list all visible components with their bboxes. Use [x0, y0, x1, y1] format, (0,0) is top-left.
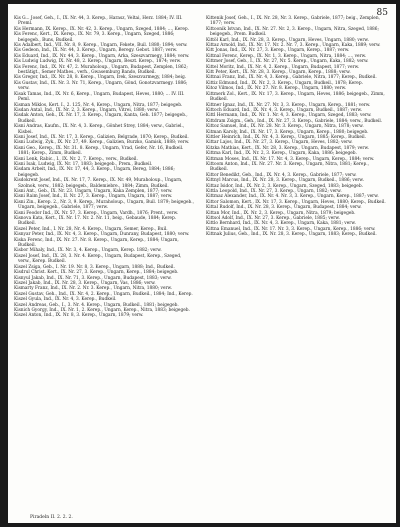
directory-entry: Kittler Heinrich, Ind., IX. Nr. 4, 3. Kerep., Ungarn, 1885; Kerep., Budkeil. [206, 134, 367, 140]
directory-entry: Kisnich Gyorgy, Ind., IX. Nr. 1, 2. Kerep., Ungarn, Kerep., Nitra, 1883; beigegeb. [14, 307, 190, 313]
directory-entry: Kisnova Kata, Kert., IX. Nr. 17. Nr. 2. Nr. 11, beig., Gebaude, 1884; Kerep. Budkeil. [14, 216, 177, 227]
directory-entry: Kittmaz Alexander, Ind., IX. Nr. 4. Nr. 3, 3. Kerep., Ungarn, Kerep., 1887; verw. [206, 194, 379, 200]
directory-entry: Kis Gedeon, Ind., IX. Nr. 44, 3. Kerep., Ungarn, Beregy. Gebot. 1887; verw. [14, 48, 178, 54]
directory-entry: Kittmerk Zol., Kert., IX. Nr. 17, 3. Kerep., Ungarn, Heves, 1886; beigegeb., Zimm, Budkeil. [206, 91, 385, 103]
directory-entry: Kisak Tamas, Ind., IX. Nr. 6, Kerep., Ungarn, Budapest, Heves, 1880; ... IV. III. Peml. [14, 91, 185, 103]
directory-entry: Kisdak Anton, Geh., IX. Nr. 17, 3. Kerep., Ungarn, Kanta, Geh. 1877; beigegeb., Budkeil. [14, 113, 188, 124]
directory-entry: Kisni Ludwig, Zyk., IX. Nr. 27, 49. Kerep., Galizien, Burzko, Gamisk, 1888; verw. [14, 140, 190, 146]
directory-entry: Kis Ferenc, Ind., IX. Nr. 47, 2. Muraholoup., Ungarn, Budapest, Zemplen, 1862; bestätigt., Semer Mathes., verh., Gwasemburg Bando, Budkeil. [14, 64, 188, 76]
directory-entry: Kisni Andras, Kaufm., IX. Nr. 4, 3. Kerep., Gönhet Strey, 1884; verw., Gabriel., Kisbei. [14, 124, 185, 135]
directory-entry: Kittaz Isidor, Ind., IX. Nr. 2, 3. Kerep., Ungarn, Szeged, 1883; beigegeb. [206, 183, 363, 189]
document-page [8, 4, 396, 523]
directory-entry: Kitoz Vilmos, Ind., IX. Nr. 27. Nr. 8. Kerep., Ungarn, 1880; verw. [206, 86, 347, 92]
directory-entry: Kiszel Andreas, Geb., I., 3. Nr. 4. Kerep., Ungarn, Budkeil., 1881; beigegeb. [14, 302, 179, 308]
directory-entry: Kittma Karl, Ind., IX. Nr. 2, 3. Kerep., Ungarn, Kaka, 1886; beigegeb. [206, 151, 357, 157]
page-footer: Piradeln II. 2. 2. 2. [30, 515, 73, 520]
directory-entry: Kittl Hermann, Ind., IX. Nr. 1. Nr. 4, 3. Kerep., Ungarn, Szeged, 1883; verw. [206, 113, 372, 119]
directory-entry: Kittor Benedikt, Geb., Ind., IX. Nr. 4, 3. Kerep., Gabriele, 1877; verw. [206, 172, 357, 178]
directory-entry: Kisni Lenk, Rabic., I., IX. Nr. 2, 7. Kerep., verw., Budkeil. [14, 156, 138, 162]
directory-entry: Kittnai Franz, Ind., IX. Nr. 4, 3. Kerep., Gabriele, Nitra, 1877; Kerep., Budkeil. [206, 75, 377, 81]
directory-entry: Kitzka Mathias, Kert., IX. Nr. 28, 3. Kerep., Ungarn, Budapest, 1879; verw. [206, 145, 370, 151]
directory-entry: Kitman Karoly, Ind., IX. Nr. 17, 3. Kerep., Ungarn, Kerep., 1880; beigegeb. [206, 129, 369, 135]
directory-entry: Kis Ludwig Ludwig, IX. Nr. 48, 2. Kerep., Ungarn, Beszt. Kerep., 1874; verw. [14, 59, 182, 65]
directory-entry: Kiska Ferenc, Ind., IX. Nr. 27. Nr. 8. Kerep., Ungarn, Kerep., 1884; Ungarn, Budkeil. [14, 237, 179, 249]
directory-entry: Kittna Emanuel, Ind., IX. Nr. 17. Nr. 3, 3. Kerep., Ungarn, Kerep., 1886; verw. [206, 226, 376, 232]
directory-entry: Kiszel Jakab, Ind., IX. Nr. 28, 3. Kerep., Ungarn, Vas, 1886; verw. [14, 280, 156, 286]
directory-entry: Kittnal Ferenc, Kerep., IX. Nr. 1, 3. Kerep., Ungarn, Nitra, 1884; ..., verw. [206, 53, 367, 59]
directory-entry: Kisni Josef, Ind., IX. Nr. 17, 3. Kerep., Galizien, Belgrade, 1870; Kerep., Budkeil. [14, 134, 189, 140]
directory-entry: Kittner Ignaz, Ind., IX. Nr. 27. Nr. 3, 3. Kerep., Ungarn, Kerep., 1881; verw. [206, 102, 371, 108]
page-number: 85 [376, 8, 388, 18]
directory-entry: Kis G... Josef, Geh., I., IX. Nr. 44, 3. Kerep., Harasz, Veltai, Herz. 1884; IV. III. Preml. [14, 16, 183, 27]
directory-entry: Kittar Lajos, Ind., IX. Nr. 27, 3. Kerep., Ungarn, Heves, 1882; verw. [206, 140, 353, 146]
directory-entry: Kisni Feodor Ind., IX. Nr. 57, 3. Kerep., Ungarn, Vardh., 1876; Prent., verw. [14, 210, 179, 216]
directory-entry: Kittsol Adolf, Ind., IX. Nr. 27, 3. Kerep., Gabriele, 1885; verw. [206, 216, 340, 222]
directory-entry: Kittiz Edmund, Ind., IX. Nr. 2, 3. Kerep., Ungarn, Budkeil., 1878; Kerep. [206, 80, 363, 86]
directory-entry: Kittla Leopold, Ind., IX. Nr. 27, 3. Kerep., Ungarn, 1882; verw. [206, 189, 342, 194]
directory-entry: Kittnak Julius, Geb., Ind., IX. Nr. 28, 3. Kerep., Ungarn, 1883; Kerep., Budkeil. [206, 232, 377, 238]
directory-entry: Kiszel Gyula, Ind., IX. Nr. 4, 3. Kerep., Budkeil. [14, 297, 117, 303]
directory-entry: Kis Adalbert, Ind., VII. Nr. 8, 9. Kerep., Ungarn, Fekete, Buil. 1880; 1894; verw. [14, 43, 188, 49]
directory-entry: Kittoz Samuel, Ind., IX. Nr. 28. Nr. 3. Kerep., Ungarn, Nitra, 1878; verw. [206, 124, 364, 130]
directory-entry: Kisdan Antal, Ind., IX. Nr. 2, 3. Kerep., Ungarn, Vitrei, 1880; verw. [14, 107, 159, 113]
directory-entry: Kittnyl Marcus, Ind., IX. Nr. 28, 3. Kerep., Ungarn, Budkeil., 1886; verw. [206, 178, 364, 184]
directory-entry: Kisdokrent Josef, Ind., IX. Nr. 17, 7. Kerep., IX. Nr. 49, Muraholoup., Ungarn, Szolnok, verw., 1882; beigegeb., Baldemiebre., 1884; Zimm, Budkeil. [14, 178, 183, 189]
directory-entry: Kisman Miklos, Kert. I., 2. 125, Nr. 4, Kerep., Ungarn, Nitra, 1877; beigegeb. [14, 102, 183, 108]
right-column [206, 16, 386, 238]
directory-entry: Kitt Peter, Kert., IX. Nr. 28, 3. Kerep., Ungarn, Kerep., 1888; verw. [206, 70, 351, 76]
directory-entry: Kittmer Josef, Geb., I., IX. Nr. 27, Nr. 5. Kerep., Ungarn, Kaka, 1882; verw. [206, 59, 369, 65]
directory-entry: Kittal Rudolf, Ind., IX. Nr. 28, 3. Kerep., Ungarn, Budapest, 1884; verw. [206, 205, 362, 211]
directory-entry: Kittenik Josef, Geh., I., IX. Nr. 28, Nr. 3. Kerep., Gabriele, 1877; beig., Zemplen, 1877; verw. [206, 16, 380, 27]
directory-entry: Kis Ferenc, Kert., IX. Kerep., IX. Nr. 79, 3. Kerep., Ungarn, Szeged, 1886; beigegeb., Buns, Budkeil. [14, 32, 175, 43]
directory-entry: Kitt Jonas, Ind., IX. Nr. 27, 3. Kerep., Ungarn, Kerep., 1887; verw. [206, 48, 350, 54]
directory-entry: Kittan Mor, Ind., IX. Nr. 2, 3. Kerep., Ungarn, Nitra, 1879; beigegeb. [206, 210, 356, 216]
directory-entry: Kisni Geo., Kerep., IX. Nr. 31. 8. Kerep., Ungarn, Vrad, Gefer, Nr. 16, Budkeil. 1881; Kerep., Zimm, Budkeil. [14, 145, 184, 157]
directory-entry: Kisbor Mihaly, Ind., IX. Nr. 3, 4. Kerep., Ungarn, Kerep. 1882; verw. [14, 248, 162, 254]
directory-entry: Kittoom Anton, Ind., IX. Nr. 27. Nr. 3. Kerep., Ungarn, Nitra, 1881; Kerep., Budkeil. [206, 161, 369, 173]
directory-entry: Kis Gregor, Ind., IX. Nr. 28, 8. Kerep., Ungarn, Irek, Szeszvarmegy, 1884; beig. [14, 75, 187, 81]
directory-entry: Kittor Salomon, Kert., IX. Nr. 17, 3. Kerep., Ungarn, Heves, 1880; Kerep., Budkeil. [206, 199, 386, 205]
directory-entry: Kisnyar Peter, Ind., IX. Nr. 4, 3. Kerep., Ungarn, Dunrany, Budapest, 1880; verw. [14, 232, 190, 238]
directory-entry: Kismarty Franz, Ind., IX. Nr. 2. Nr. 3. Kerep., Ungarn, Nitra, 1880; verw. [14, 286, 173, 292]
directory-entry: Kittel Moritz, Ind., IX. Nr. 4, 2. Kerep., Ungarn, Budapest, 1877; verw. [206, 64, 360, 70]
directory-entry: Kittoonik Istvan, Ind., IX. Nr. 27. Nr. 2, 3. Kerep., Ungarn, Nitra, Szeged, 1886; beigegeb., Prem. Budkeil. [206, 26, 379, 38]
directory-entry: Kittöl Karl, Ind., IX. Nr. 28, 3. Kerep., Ungarn, Heves, Ungarn, 1880; verw. [206, 37, 369, 43]
directory-entry: Kittdram Zsigm., Geh., Ind., IX. Nr. 27, 3. Kerep., Gabriele, 1884; verw., Budkeil. [206, 118, 383, 124]
directory-entry: Kis Gustav, Ind., IX. Nr. 3. Nr. 71, Kerep., Ungarn, Gönd, Gonotzvarmegy. 1886; verw. [14, 80, 188, 92]
directory-entry: Kisni Ant., Geb., IX. Nr. 23. Ungarn, Ungarn, Kaka Zemplen, 1877; verw. [14, 189, 173, 194]
directory-entry: Kisnyul Jakab, Ind., IX. Nr. 71, 3. Kerep., Ungarn, Budapest, 1883; verw. [14, 275, 172, 281]
directory-entry: Kiszel Josef, Ind., IX. 28, 3. Nr. 4. Kerep., Ungarn, Budapest, Kerep., Szeged, verw., Kerep. Budkeil. [14, 253, 182, 265]
directory-entry: Kiszel Anton, Ind., IX. Nr. 8, 3. Kerep., Ungarn, 1879; verw. [14, 313, 144, 319]
directory-entry: Kis Hermann, IX. Kerep., IX. Nr. 42, 3. Kerep., Ungarn, Szeged, 1884; ..., Kerep. [14, 26, 189, 32]
directory-entry: Kisdrul Christ. Kert., IX. Nr. 27, 3. Kerep., Ungarn, Kerep., 1884; beigegeb. [14, 270, 179, 276]
directory-entry: Kisdam Arbeit, Ind., IX. Nr. 17, 44, 3. Kerep., Ungarn, Bereg, 1884; 1886; beigegeb. [14, 167, 175, 178]
directory-entry: Kittaz Arnold, Ind., IX. Nr. 17. Nr. 2. Nr. 7, 3. Kerep., Ungarn, Kaka, 1889; verw. [206, 43, 381, 49]
directory-entry: Kittman Moses, Ind., IX. Nr. 17. Nr. 4, 3. Kerep., Ungarn, Kerep., 1884; verw. [206, 156, 375, 162]
directory-entry: Kisni Isak, Ludwig, IX. Nr. 17, 1883; beigegeb., Prem., Budkeil. [14, 161, 153, 167]
directory-entry: Kittoch Eduard, Ind., IX. Nr. 4, 3. Kerep., Ungarn, Budkeil., 1887; verw. [206, 107, 363, 113]
directory-entry: Kiszel Peter, Ind., I. Nr. 28, Nr. 4. Kerep., Ungarn, Semer, Kerep., Buil. [14, 226, 168, 232]
directory-entry: Kittlo Bernhard, Ind., IX. Nr. 4, 3. Kerep., Ungarn, Kaka, 1881; verw. [206, 221, 356, 227]
directory-entry: Kiszel Gustav, Geh., Ind., IX. Nr. 4, 2. Kerep., Ungarn, Budkeil., 1884; Ind., Kerep. [14, 291, 193, 297]
left-column [14, 16, 194, 319]
directory-entry: Kisni Raim Josef, Ind., II. Nr. 27, 3. Kerep., Ungarn, Ungarn, 1887; verw. [14, 194, 173, 200]
directory-entry: Kiszel Zsiga, Geb., I. Nr. 19. Nr. 8, 3. Kerep., Ungarn, 1888; Ind., Budkeil. [14, 264, 175, 270]
directory-entry: Kis Eduard, Ind., IX. Nr. 44, 3. Kerep., Ungarn, Arka, Szeszvarmegy, 1884; verw. [14, 53, 190, 59]
directory-entry: Kisni Zin., Kerep. 2., Nr. 3, 9. Kerep., Muraholoup., Ungarn, Buil. 1879; beigegeb., Ungarn, beigegeb., Gabriele, 1877; verw. [14, 199, 195, 211]
